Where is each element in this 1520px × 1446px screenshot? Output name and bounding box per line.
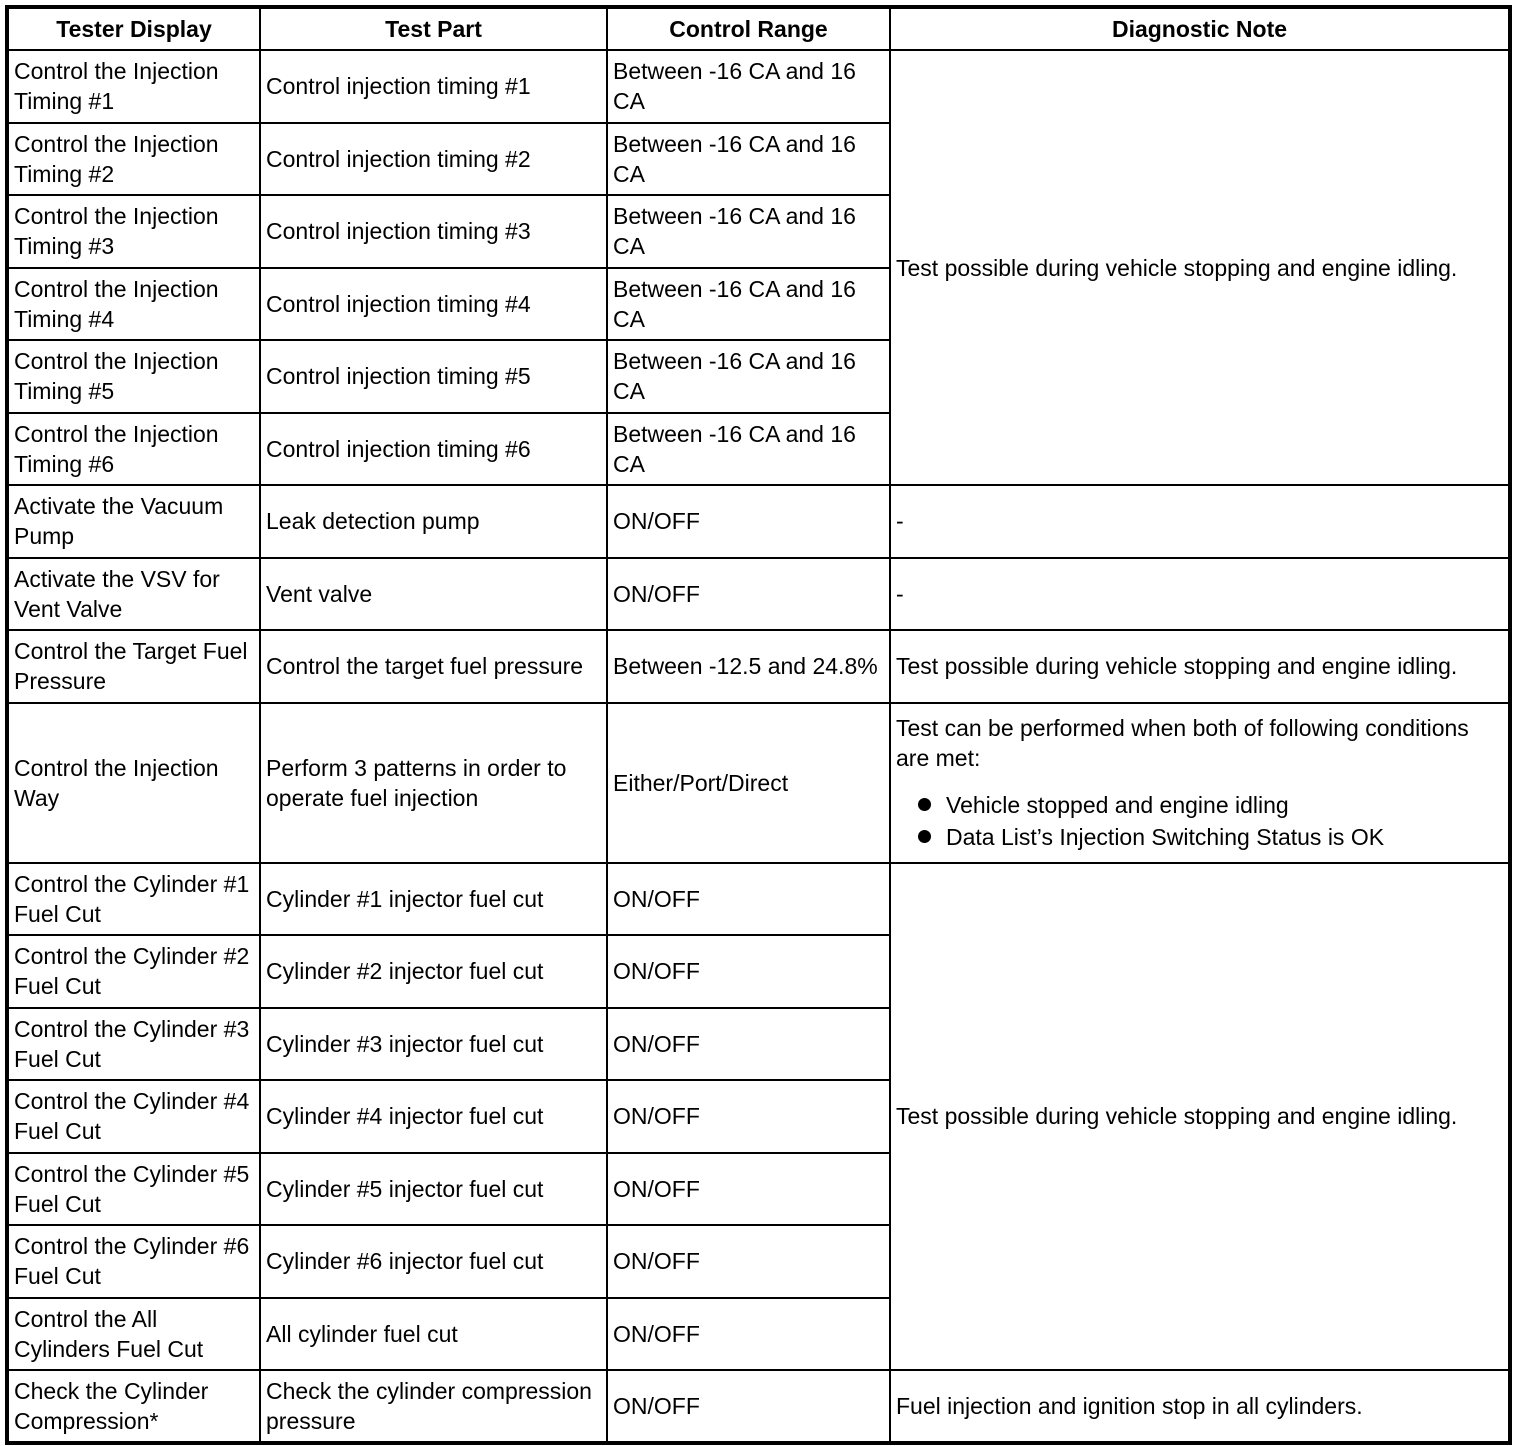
note-bullet — [914, 821, 1503, 853]
control-range-cell: Between -16 CA and 16 CA — [607, 340, 890, 413]
tester-display-cell: Control the Injection Timing #5 — [7, 340, 260, 413]
test-part-cell: Check the cylinder compression pressure — [260, 1370, 607, 1443]
note-bullet-text: Data List’s Injection Switching Status is OK — [946, 823, 1385, 850]
tester-display-cell: Check the Cylinder Compression* — [7, 1370, 260, 1443]
control-range-cell: ON/OFF — [607, 485, 890, 558]
test-part-cell: Control injection timing #1 — [260, 50, 607, 123]
header-row — [7, 7, 1510, 50]
tester-display-cell: Control the Cylinder #1 Fuel Cut — [7, 863, 260, 936]
control-range-cell: Either/Port/Direct — [607, 703, 890, 863]
tester-display-cell: Control the Injection Timing #1 — [7, 50, 260, 123]
control-range-cell: Between -12.5 and 24.8% — [607, 630, 890, 703]
test-part-cell: Cylinder #6 injector fuel cut — [260, 1225, 607, 1298]
control-range-cell: Between -16 CA and 16 CA — [607, 50, 890, 123]
test-part-cell: Control injection timing #3 — [260, 195, 607, 268]
diagnostic-note-cell: - — [890, 558, 1510, 631]
control-range-cell: Between -16 CA and 16 CA — [607, 123, 890, 196]
diagnostic-note-cell: Test possible during vehicle stopping and engine idling. — [890, 50, 1510, 485]
control-range-cell: ON/OFF — [607, 1008, 890, 1081]
control-range-cell: Between -16 CA and 16 CA — [607, 413, 890, 486]
tester-display-cell: Control the Target Fuel Pressure — [7, 630, 260, 703]
test-part-cell: Control injection timing #4 — [260, 268, 607, 341]
tester-display-cell: Control the Cylinder #2 Fuel Cut — [7, 935, 260, 1008]
test-part-cell: Cylinder #5 injector fuel cut — [260, 1153, 607, 1226]
header-control-range: Control Range — [607, 7, 890, 50]
tester-display-cell: Control the Cylinder #5 Fuel Cut — [7, 1153, 260, 1226]
table-row — [7, 703, 1510, 863]
tester-display-cell: Activate the VSV for Vent Valve — [7, 558, 260, 631]
test-part-cell: Control injection timing #5 — [260, 340, 607, 413]
test-part-cell: Control injection timing #2 — [260, 123, 607, 196]
tester-display-cell: Control the Injection Timing #2 — [7, 123, 260, 196]
tester-display-cell: Control the Injection Way — [7, 703, 260, 863]
test-part-cell: Control the target fuel pressure — [260, 630, 607, 703]
tester-display-cell: Control the Cylinder #3 Fuel Cut — [7, 1008, 260, 1081]
test-part-cell: All cylinder fuel cut — [260, 1298, 607, 1371]
table-row — [7, 485, 1510, 558]
table-row — [7, 630, 1510, 703]
note-intro: Test can be performed when both of following conditions are met: — [896, 714, 1469, 771]
header-diagnostic-note: Diagnostic Note — [890, 7, 1510, 50]
table-row — [7, 558, 1510, 631]
note-bullet-text: Vehicle stopped and engine idling — [946, 791, 1289, 818]
note-bullet-list — [896, 789, 1503, 853]
control-range-cell: ON/OFF — [607, 1080, 890, 1153]
test-part-cell: Control injection timing #6 — [260, 413, 607, 486]
bullet-dot-icon — [918, 798, 931, 811]
tester-display-cell: Control the Cylinder #6 Fuel Cut — [7, 1225, 260, 1298]
control-range-cell: ON/OFF — [607, 863, 890, 936]
tester-display-cell: Control the Cylinder #4 Fuel Cut — [7, 1080, 260, 1153]
test-part-cell: Cylinder #1 injector fuel cut — [260, 863, 607, 936]
test-part-cell: Cylinder #2 injector fuel cut — [260, 935, 607, 1008]
table-row — [7, 1370, 1510, 1443]
test-part-cell: Cylinder #4 injector fuel cut — [260, 1080, 607, 1153]
test-part-cell: Cylinder #3 injector fuel cut — [260, 1008, 607, 1081]
bullet-dot-icon — [918, 830, 931, 843]
control-range-cell: ON/OFF — [607, 1370, 890, 1443]
control-range-cell: Between -16 CA and 16 CA — [607, 195, 890, 268]
diagnostic-note-cell: Fuel injection and ignition stop in all cylinders. — [890, 1370, 1510, 1443]
tester-display-cell: Control the Injection Timing #3 — [7, 195, 260, 268]
tester-display-cell: Control the Injection Timing #4 — [7, 268, 260, 341]
control-range-cell: Between -16 CA and 16 CA — [607, 268, 890, 341]
control-range-cell: ON/OFF — [607, 1225, 890, 1298]
tester-display-cell: Control the All Cylinders Fuel Cut — [7, 1298, 260, 1371]
control-range-cell: ON/OFF — [607, 558, 890, 631]
diagnostic-note-cell: Test possible during vehicle stopping and engine idling. — [890, 863, 1510, 1371]
header-tester-display: Tester Display — [7, 7, 260, 50]
table-row — [7, 863, 1510, 936]
diagnostic-note-cell — [890, 703, 1510, 863]
note-bullet — [914, 789, 1503, 821]
test-part-cell: Vent valve — [260, 558, 607, 631]
tester-display-cell: Control the Injection Timing #6 — [7, 413, 260, 486]
diagnostic-note-cell: Test possible during vehicle stopping and engine idling. — [890, 630, 1510, 703]
control-range-cell: ON/OFF — [607, 1153, 890, 1226]
diagnostic-note-cell: - — [890, 485, 1510, 558]
header-test-part: Test Part — [260, 7, 607, 50]
test-part-cell: Perform 3 patterns in order to operate fuel injection — [260, 703, 607, 863]
control-range-cell: ON/OFF — [607, 935, 890, 1008]
tester-display-cell: Activate the Vacuum Pump — [7, 485, 260, 558]
test-part-cell: Leak detection pump — [260, 485, 607, 558]
active-test-table — [5, 5, 1512, 1445]
control-range-cell: ON/OFF — [607, 1298, 890, 1371]
table-row — [7, 50, 1510, 123]
